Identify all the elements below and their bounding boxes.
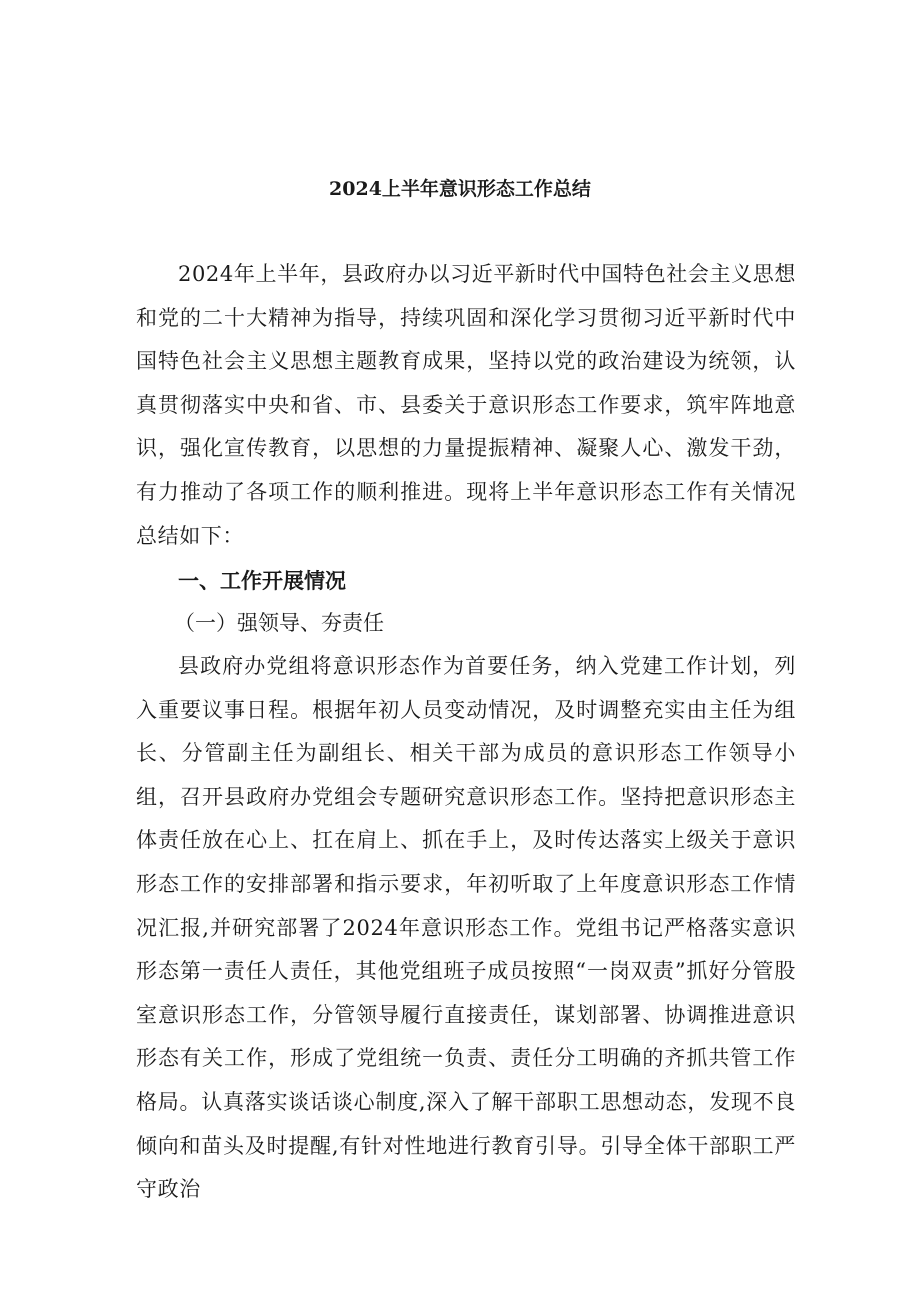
section-heading: 一、工作开展情况 bbox=[178, 568, 346, 593]
document-title: 2024上半年意识形态工作总结 bbox=[329, 178, 591, 200]
body-paragraph: 县政府办党组将意识形态作为首要任务，纳入党建工作计划，列入重要议事日程。根据年初人员变动情况，及时调整充实由主任为组长、分管副主任为副组长、相关干部为成员的意识形态工作领导小组，召开县政府办党组会专题研究意识形态工作。坚持把意识形态主体责任放在心上、扛在肩上、抓在手上，及时传达落实上级关于意识形态工作的安排部署和指示要求，年初听取了上年度意识形态工作情况汇报,并研究部署了2024年意识形态工作。党组书记严格落实意识形态第一责任人责任，其他党组班子成员按照“一岗双责”抓好分管股室意识形态工作，分管领导履行直接责任，谋划部署、协调推进意识形态有关工作，形成了党组统一负责、责任分工明确的齐抓共管工作格局。认真落实谈话谈心制度,深入了解干部职工思想动态，发现不良倾向和苗头及时提醒,有针对性地进行教育引导。引导全体干部职工严守政治 bbox=[136, 654, 796, 1202]
subsection-heading: （一）强领导、夯责任 bbox=[174, 611, 384, 635]
intro-paragraph: 2024年上半年，县政府办以习近平新时代中国特色社会主义思想和党的二十大精神为指导，持续巩固和深化学习贯彻习近平新时代中国特色社会主义思想主题教育成果，坚持以党的政治建设为统领，认真贯彻落实中央和省、市、县委关于意识形态工作要求，筑牢阵地意识，强化宣传教育，以思想的力量提振精神、凝聚人心、激发干劲，有力推动了各项工作的顺利推进。现将上半年意识形态工作有关情况总结如下： bbox=[136, 262, 796, 548]
